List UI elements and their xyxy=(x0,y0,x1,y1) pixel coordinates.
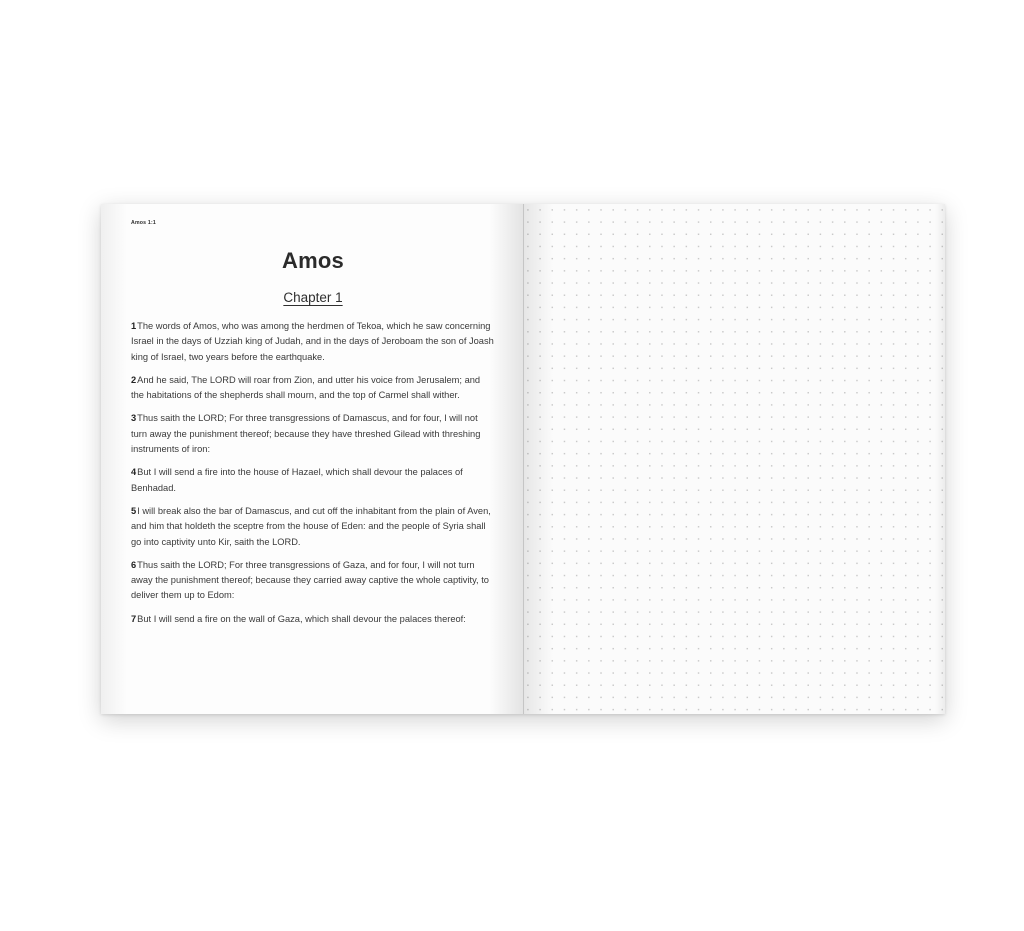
book-page-left xyxy=(101,204,523,714)
verse-text: But I will send a fire into the house of Hazael, which shall devour the palaces of Benhadad. xyxy=(131,467,463,493)
chapter-heading: Chapter 1 xyxy=(283,290,343,305)
verse-paragraph xyxy=(131,504,495,550)
verse-paragraph xyxy=(131,612,495,627)
running-head: Amos 1:1 xyxy=(131,220,156,226)
verse-paragraph xyxy=(131,411,495,457)
verse-text: But I will send a fire on the wall of Gaza, which shall devour the palaces thereof: xyxy=(137,613,466,624)
verse-number: 4 xyxy=(131,467,137,478)
verse-text: The words of Amos, who was among the herdmen of Tekoa, which he saw concerning Israel in the days of Uzziah king of Judah, and in the days of Jeroboam the son of Joash king of Israel, two years before the earthquake. xyxy=(131,321,494,362)
verse-paragraph xyxy=(131,465,495,496)
verse-list xyxy=(131,319,495,627)
verse-text: And he said, The LORD will roar from Zion, and utter his voice from Jerusalem; and the habitations of the shepherds shall mourn, and the top of Carmel shall wither. xyxy=(131,374,481,401)
verse-paragraph xyxy=(131,373,495,404)
book-page-right-dot-grid xyxy=(523,204,945,714)
verse-number: 3 xyxy=(131,413,137,424)
page-title: Amos xyxy=(282,248,344,273)
open-book xyxy=(101,204,945,714)
verse-text: Thus saith the LORD; For three transgressions of Damascus, and for four, I will not turn away the punishment thereof; because they have threshed Gilead with threshing instruments of iron: xyxy=(131,413,481,455)
verse-text: I will break also the bar of Damascus, and cut off the inhabitant from the plain of Aven, and him that holdeth the sceptre from the house of Eden: and the people of Syria shall go into captivity unto Kir, saith the LORD. xyxy=(131,505,491,547)
verse-text: Thus saith the LORD; For three transgressions of Gaza, and for four, I will not turn away the punishment thereof; because they carried away captive the whole captivity, to deliver them up to Edom: xyxy=(131,559,489,601)
verse-number: 2 xyxy=(131,374,137,385)
verse-number: 7 xyxy=(131,613,137,624)
verse-number: 1 xyxy=(131,321,137,331)
verse-paragraph xyxy=(131,319,495,365)
verse-number: 6 xyxy=(131,559,137,570)
verse-number: 5 xyxy=(131,505,137,516)
verse-paragraph xyxy=(131,558,495,604)
